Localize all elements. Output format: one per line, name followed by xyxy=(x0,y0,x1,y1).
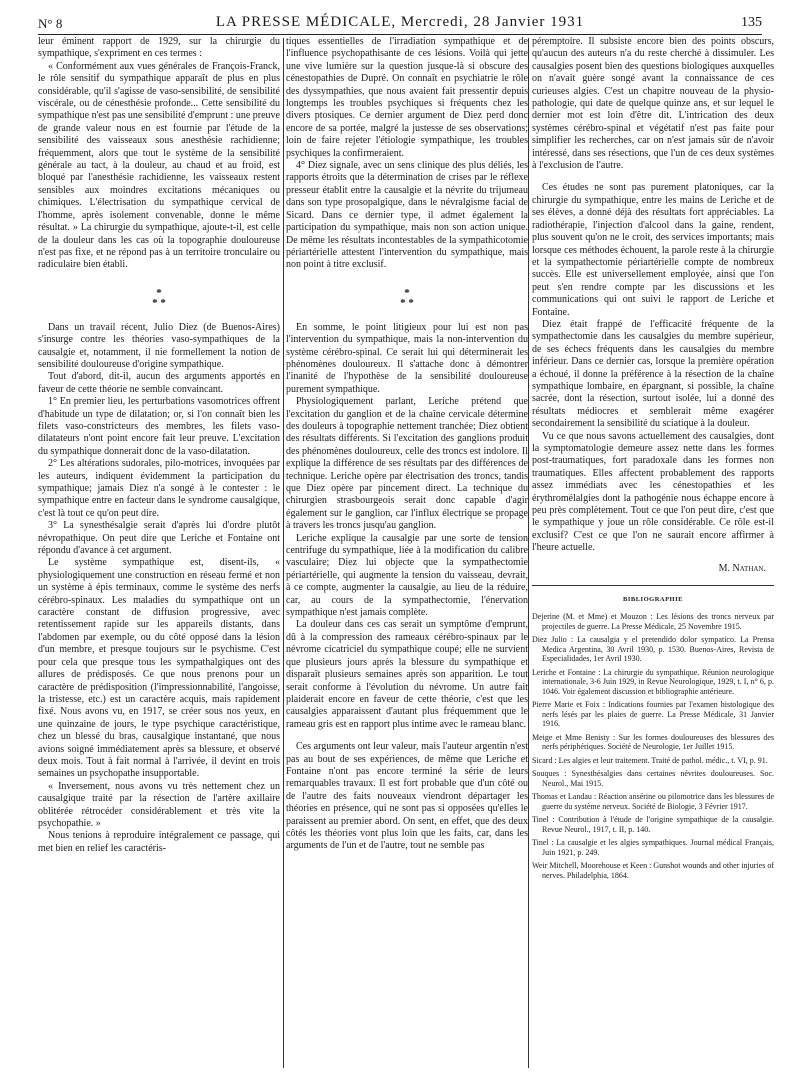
paragraph: Leriche explique la causalgie par une sorte de tension centrifuge du sympathique, liée à la modification du calibre vasculaire; Diez lui objecte que la sympathectomie périartérielle, qui augmente la tension du vaisseau, devrait, à ce compte, augmenter la causalgie, au lieu de la réduire, car, au cours de la sympathectomie, l'énervation sympathique n'est jamais complète. xyxy=(286,532,528,619)
author-signature: M. Nathan. xyxy=(718,562,766,574)
section-separator: * * * xyxy=(400,286,414,309)
bibliography-entry: Dejerine (M. et Mme) et Mouzon : Les lésions des troncs nerveux par projectiles de guerre. La Presse Médicale, 25 Novembre 1915. xyxy=(532,612,774,631)
column-3 xyxy=(532,36,774,884)
page-header xyxy=(38,10,762,35)
paragraph: 3° La synesthésalgie serait d'après lui d'ordre plutôt névropathique. On peut dire que Leriche et Fontaine ont répondu d'avance à cet argument. xyxy=(38,520,280,557)
paragraph: Ces études ne sont pas purement platoniques, car la chirurgie du sympathique, entre les mains de Leriche et de ses élèves, a donné déjà des résultats fort appréciables. La radiothérapie, l'injection d'alcool dans la gaine, rendent, plus souvent qu'on ne le croit, des services importants; mais lorsque ces méthodes échouent, la parole reste à la chirurgie et la sympathectomie périartérielle compte de nombreux succès. Elle est universellement employée, ainsi que l'on peut s'en rendre compte par les discussions et les communications qui ont suivi le rapport de Leriche et Fontaine. xyxy=(532,182,774,318)
paragraph: Tout d'abord, dit-il, aucun des arguments apportés en faveur de cette théorie ne semble convaincant. xyxy=(38,371,280,395)
section-separator: * * * xyxy=(152,286,166,309)
paragraph: En somme, le point litigieux pour lui est non pas l'intervention du sympathique, mais la non-intervention du système cérébro-spinal. Ce serait lui qui déterminerait les phénomènes douloureux. Il s'attache donc à démontrer l'inanité de l'hypothèse de la sensibilité douloureuse purement sympathique. xyxy=(286,321,528,395)
bibliography-entry: Diez Julio : La causalgia y el pretendido dolor sympatico. La Prensa Medica Argentina, 30 Avril 1930, p. 1530. Buenos-Aires, Revista de Especialidades, 1er Avril 1930. xyxy=(532,635,774,664)
paragraph: Vu ce que nous savons actuellement des causalgies, dont la symptomatologie demeure assez nette dans les formes post-traumatiques, fort paradoxale dans les formes non traumatiques. Elles affectent probablement des rapports assez immédiats avec les cénestopathies et les érythromélalgies dont la pathogénie nous échappe encore à peu près complètement. Tout ce que l'on peut dire, c'est que le sympathique y joue un rôle considérable. Ce rôle est-il exclusif? C'est ce que l'on ne saurait encore affirmer à l'heure actuelle. xyxy=(532,430,774,554)
paragraph: La douleur dans ces cas serait un symptôme d'emprunt, dû à la compression des rameaux cérébro-spinaux par le névrome cicatriciel du sympathique coupé; elle ne survient que plusieurs jours après la blessure du sympathique et disparaît plusieurs semaines après son apparition. Le tout serait conforme à l'évolution du névrome. Un autre fait plaiderait encore en faveur de cette théorie, c'est que les causalgies apparaissent d'autant plus fréquemment que le rameau gris est en rapport plus intime avec le rameau blanc. xyxy=(286,619,528,730)
bibliography-title: BIBLIOGRAPHIE xyxy=(623,596,683,604)
column-divider xyxy=(528,38,529,1068)
bibliography-entry: Weir Mitchell, Moorehouse et Keen : Gunshot wounds and other injuries of nerves. Philadelphia, 1864. xyxy=(532,861,774,880)
paragraph: Ces arguments ont leur valeur, mais l'auteur argentin n'est pas au bout de ses expériences, de même que Leriche et Fontaine n'ont pas encore terminé la série de leurs remarquables travaux. Il est fort probable que d'un côté ou de l'autre des faits nouveaux viendront départager les théories en présence, qui ne sont pas si opposées qu'elles le paraissent au premier abord. On sent, en effet, que des deux côtés les théories vont plus loin que les faits, car, dans les arguments de l'un et de l'autre, tout ne semble pas xyxy=(286,741,528,852)
paragraph: 1° En premier lieu, les perturbations vasomotrices offrent d'habitude un type de dilatation; or, si l'on connaît bien les filets vaso-constricteurs des membres, les filets vaso-dilatateurs n'ont point encore fait leur preuve. L'excitation du sympathique donnerait donc de la vaso-dilatation. xyxy=(38,396,280,457)
paragraph: Le système sympathique est, disent-ils, « physiologiquement une construction en réseau fermé et non un système à épis terminaux, comme le système des nerfs cérébro-spinaux. Les maladies du sympathique ont un caractère constant de diffusion progressive, avec retentissement rapide sur les appareils distants, dans l'abdomen par exemple, ou du côté opposé dans la lésion d'un membre, et presque toujours sur le psychisme. C'est pour cela que presque tous les sympathalgiques ont des allures de prédisposés. Ce que nous prenons pour un caractère de prédisposition (l'impressionnabilité, l'angoisse, la tristesse, etc.) est un caractère acquis, mais rapidement fixé. Nous avons vu, en 1917, se créer sous nos yeux, en une quinzaine de jours, le type psychique caractéristique, chez un blessé du bras, causalgique instantané, que nous avions soigné immédiatement après sa blessure, et observé deux mois. Tout à fait normal à l'arrivée, il devint en trois semaines un psychopathe insupportable. xyxy=(38,557,280,780)
publication-title: LA PRESSE MÉDICALE, Mercredi, 28 Janvier 1931 xyxy=(215,14,585,30)
bibliography xyxy=(532,585,774,880)
bibliography-entry: Tinel : La causalgie et les algies sympathiques. Journal médical Français, Juin 1921, p. 249. xyxy=(532,838,774,857)
paragraph: Diez était frappé de l'efficacité fréquente de la sympathectomie dans les causalgies du membre supérieur, de ses échecs fréquents dans les causalgies du membre inférieur. Dans ce dernier cas, lorsque la première opération a échoué, il donne la préférence à la résection de la chaîne sympathique lombaire, en épargnant, si possible, la chaîne sacrée, dont la résection, surtout isolée, lui a donné des résultats médiocres et semblerait même exagérer secondairement la sensibilité du sciatique à la douleur. xyxy=(532,318,774,430)
paragraph: « Conformément aux vues générales de François-Franck, le rôle sensitif du sympathique apparaît de plus en plus considérable, qu'il s'agisse de vaso-sensibilité, de sensibilité viscérale, ou de cénesthésie profonde... Cette sensibilité du sympathique n'est pas une sensibilité d'emprunt : une preuve de grande valeur nous en est fournie par l'étude de la sensibilité des vaisseaux sous anesthésie rachidienne; fréquemment, alors que tout le système de la sensibilité générale au tact, à la douleur, au chaud et au froid, est bloqué par l'anesthésie rachidienne, les vaisseaux restent sensibles aux moindres excitations mécaniques ou chimiques. L'électrisation du sympathique cervical de l'homme, après isolement convenable, donne le même résultat. » La chirurgie du sympathique, ajoute-t-il, est celle de la douleur dans les cas où la topographie douloureuse n'est pas fixe, et ne répond pas à un territoire tronculaire ou radiculaire bien établi. xyxy=(38,60,280,271)
column-divider xyxy=(283,38,284,1068)
bibliography-entry: Pierre Marie et Foix : Indications fournies par l'examen histologique des nerfs lésés par les plaies de guerre. La Presse Médicale, 31 Janvier 1916. xyxy=(532,700,774,729)
bibliography-entry: Sicard : Les algies et leur traitement. Traité de pathol. médic., t. VI, p. 91. xyxy=(532,755,768,765)
paragraph: leur éminent rapport de 1929, sur la chirurgie du sympathique, s'expriment en ces termes : xyxy=(38,36,280,60)
bibliography-entry: Tinel : Contribution à l'étude de l'origine sympathique de la causalgie. Revue Neurol., 1917, t. II, p. 140. xyxy=(532,815,774,834)
bibliography-entry: Souques : Synesthésalgies dans certaines névrites douloureuses. Soc. Neurol., Mai 1915. xyxy=(532,769,774,788)
paragraph: 2° Les altérations sudorales, pilo-motrices, invoquées par les auteurs, indiquent évidemment la participation du sympathique; jamais Diez n'a songé à le contester : le sympathique entre en facteur dans le syndrome causalgique, c'est là tout ce qu'on peut dire. xyxy=(38,458,280,519)
issue-number: N° 8 xyxy=(38,16,63,31)
page-number: 135 xyxy=(741,15,762,30)
bibliography-entry: Thomas et Landau : Réaction ansérine ou pilomotrice dans les blessures de guerre du système nerveux. Société de Biologie, 3 Février 1917. xyxy=(532,792,774,811)
paragraph: Nous tenions à reproduire intégralement ce passage, qui met bien en relief les caractéris- xyxy=(38,830,280,854)
column-2 xyxy=(286,36,528,853)
paragraph: « Inversement, nous avons vu très nettement chez un causalgique traité par la résection de l'artère axillaire oblitérée rétrocéder considérablement et très vite la psychopathie. » xyxy=(38,780,280,829)
paragraph: 4° Diez signale, avec un sens clinique des plus déliés, les rapports étroits que la détermination de crises par le réflexe presseur établit entre la causalgie et la névrite du trijumeau dans son type prosopalgique, dans le névralgisme facial de Sicard. Dans ce dernier type, il admet également la participation du sympathique, mais non son action unique. De même les résultats incontestables de la sympathicotomie périartérielle attestent l'intervention du sympathique, mais non point à titre exclusif. xyxy=(286,160,528,271)
paragraph: Physiologiquement parlant, Leriche prétend que l'excitation du ganglion et de la chaîne cervicale détermine des douleurs à topographie nettement tranchée; Diez obtient des résultats différents. Si l'excitation des ganglions produit des phénomènes douloureux, celle des troncs est indolore. Il explique la différence de ses résultats par des différences de technique. Leriche opère par électrisation des troncs, tandis que Diez opère par pincement direct. La technique du chirurgien strasbourgeois serait donc capable d'agir également sur le ganglion, car l'influx électrique se propage à travers les troncs jusqu'au ganglion. xyxy=(286,396,528,532)
paragraph: tiques essentielles de l'irradiation sympathique et de l'influence psychopathisante de ces lésions. Voilà qui jette une vive lumière sur la question jusque-là si obscure des cénestopathies de Dupré. On connaît en psychiatrie le rôle des dyssympathies, que nous avaient fait pressentir depuis longtemps les troubles psychiques si fréquents chez les divers ptosiques. Ce dernier argument de Diez perd donc encore de sa portée, malgré la justesse de ses observations; loin de faire rejeter l'étiologie sympathique, les troubles psychiques la confirmeraient. xyxy=(286,36,528,159)
column-1 xyxy=(38,36,280,855)
paragraph: Dans un travail récent, Julio Diez (de Buenos-Aires) s'insurge contre les théories vaso-sympathiques de la causalgie et, notamment, il nie formellement la notion de sensibilité douloureuse d'origine sympathique. xyxy=(38,321,280,370)
paragraph: péremptoire. Il subsiste encore bien des points obscurs, qu'aucun des auteurs n'a du reste cherché à dissimuler. Les causalgies posent bien des questions biologiques auxquelles on n'avait guère songé avant la connaissance de ces curieuses algies. C'est un chapitre nouveau de la physio-pathologie, qui date de quelque quinze ans, et sur lequel le dernier mot est loin d'être dit. L'intrication des deux systèmes cérébro-spinal et végétatif n'est pas faite pour simplifier les recherches, car on n'est jamais sûr de n'avoir intéressé, dans ses résections, que l'un de ces deux systèmes à l'exclusion de l'autre. xyxy=(532,36,774,172)
bibliography-entry: Meige et Mme Benisty : Sur les formes douloureuses des blessures des nerfs périphériques. Société de Neurologie, 1er Juillet 1915. xyxy=(532,732,774,752)
bibliography-entry: Leriche et Fontaine : La chirurgie du sympathique. Réunion neurologique internationale, 3-6 Juin 1929, in Revue Neurologique, 1929, t. I, n° 6, p. 1046. Voir également discussion et bibliographie antérieure. xyxy=(532,667,774,696)
